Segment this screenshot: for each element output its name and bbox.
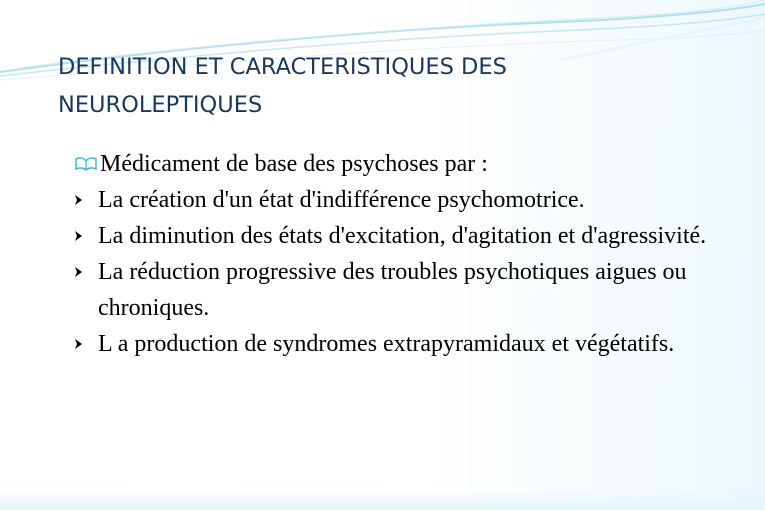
arrowhead-icon — [74, 326, 98, 362]
list-item-text: La diminution des états d'excitation, d'agitation et d'agressivité. — [98, 223, 707, 249]
list-item — [74, 182, 734, 218]
arrowhead-icon — [74, 182, 98, 218]
slide-title: DEFINITION ET CARACTERISTIQUES DES NEUROLEPTIQUES — [58, 54, 507, 118]
slide-body — [74, 146, 734, 362]
arrowhead-icon — [74, 218, 98, 254]
list-item-text: La création d'un état d'indifférence psychomotrice. — [98, 187, 585, 213]
lead-paragraph — [74, 146, 734, 182]
list-item — [74, 326, 734, 362]
bottom-band — [0, 490, 765, 510]
list-item-text: L a production de syndromes extrapyramidaux et végétatifs. — [98, 331, 675, 357]
list-item — [74, 254, 734, 326]
arrowhead-icon — [74, 254, 98, 290]
list-item — [74, 218, 734, 254]
open-book-icon — [74, 146, 100, 182]
lead-text: Médicament de base des psychoses par : — [100, 151, 488, 177]
list-item-text: La réduction progressive des troubles psychotiques aigues ou chroniques. — [98, 259, 687, 321]
